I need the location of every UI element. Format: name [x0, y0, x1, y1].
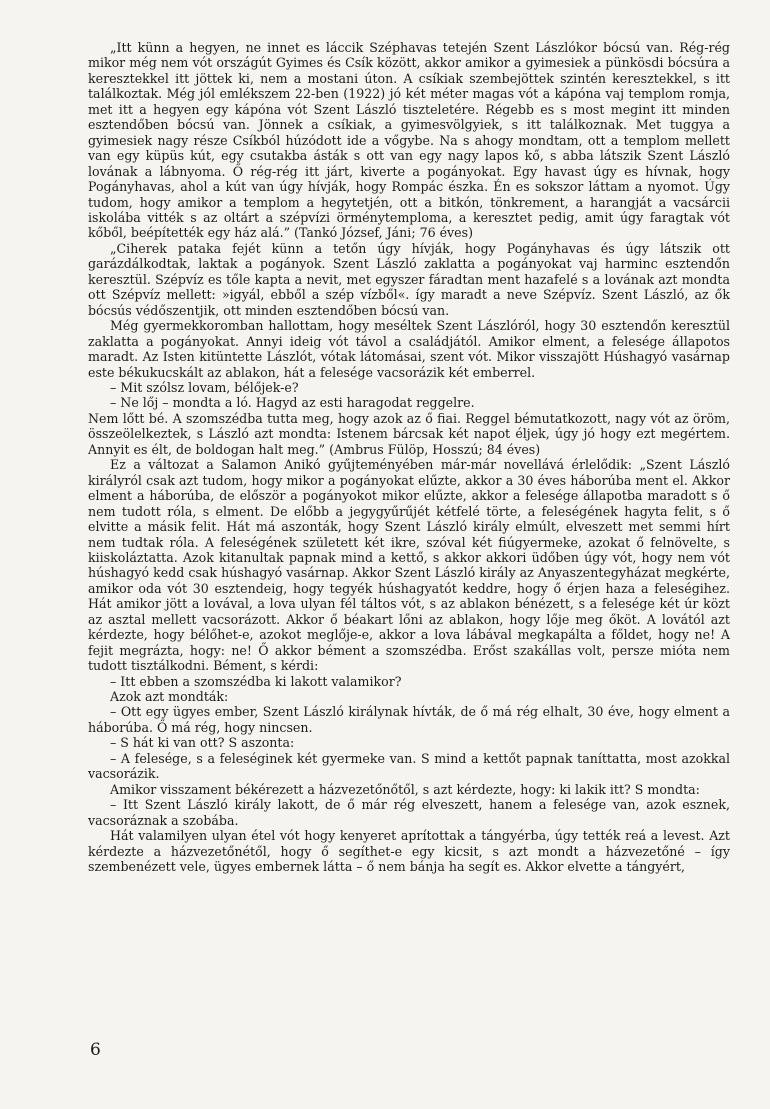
paragraph: – Mit szólsz lovam, bélőjek-e?	[110, 379, 299, 395]
paragraph: Nem lőtt bé. A szomszédba tutta meg, hogy azok az ő fiai. Reggel bémutatkozott, nagy vót az öröm, összeölelkeztek, s László azt mondta: Istenem bárcsak két napot éljek, úgy jó hogy ezt megértem. Annyit es élt, de boldogan halt meg.” (Ambrus Fülöp, Hosszú; 84 éves)	[88, 410, 730, 457]
paragraph: „Itt künn a hegyen, ne innet es láccik Széphavas tetején Szent Lászlókor bócsú van. Rég-rég mikor még nem vót országút Gyimes és Csík között, akkor amikor a gyimesiek a pünkösdi bócsúra a keresztekkel itt jöttek ki, nem a mostani úton. A csíkiak szembejöttek szintén keresztekkel, s itt találkoztak. Még jól emlékszem 22-ben (1922) jó két méter magas vót a kápóna vaj templom romja, met itt a hegyen egy kápóna vót Szent László tiszteletére. Régebb es s most megint itt minden esztendőben bócsú van. Jönnek a csíkiak, a gyimesvölgyiek, s itt találkoznak. Met tuggya a gyimesiek nagy része Csíkból húzódott ide a vőgybe. Na s ahogy mondtam, ott a templom mellett van egy küpüs kút, egy csutakba ásták s ott van egy nagy lapos kő, s abba látszik Szent László lovának a lábnyoma. Ő rég-rég itt járt, kiverte a pogányokat. Egy havast úgy es hívnak, hogy Pogányhavas, ahol a kút van úgy hívják, hogy Rompác észka. Én es sokszor láttam a nyomot. Úgy tudom, hogy amikor a templom a hegytetjén, ott a bitkón, tönkrement, a harangját a vacsárcii iskolába vitték s az oltárt a szépvízi örménytemploma, a keresztet pedig, amit úgy faragtak vót kőből, beépítették egy ház alá.” (Tankó József, Jáni; 76 éves)	[88, 40, 730, 241]
body-text	[88, 40, 730, 874]
paragraph: Hát valamilyen ulyan étel vót hogy kenyeret aprítottak a tángyérba, úgy tették reá a levest. Azt kérdezte a házvezetőnétől, hogy ő segíthet-e egy kicsit, s azt mondt a házvezetőné – így szembenézett vele, ügyes embernek látta – ő nem bánja ha segít es. Akkor elvette a tángyért,	[88, 828, 730, 875]
paragraph: – A felesége, s a feleséginek két gyermeke van. S mind a kettőt papnak taníttatta, most azokkal vacsorázik.	[88, 750, 730, 782]
paragraph: Még gyermekkoromban hallottam, hogy meséltek Szent Lászlóról, hogy 30 esztendőn keresztül zaklatta a pogányokat. Annyi ideig vót távol a családjától. Amikor elment, a felesége állapotos maradt. Az Isten kitüntette Lászlót, vótak látomásai, szent vót. Mikor visszajött Húshagyó vasárnap este békukucskált az ablakon, hát a felesége vacsorázik két emberrel.	[88, 318, 730, 380]
paragraph: Azok azt mondták:	[110, 689, 229, 705]
paragraph: „Ciherek pataka fejét künn a tetőn úgy hívják, hogy Pogányhavas és úgy látszik ott garázdálkodtak, laktak a pogányok. Szent László zaklatta a pogányokat vaj harminc esztendőn keresztül. Szépvíz es tőle kapta a nevit, met egyszer fáradtan ment hazafelé s a lovának azt mondta ott Szépvíz mellett: »igyál, ebből a szép vízből«. így maradt a neve Szépvíz. Szent László, az ők bócsús védőszentjik, ott minden esztendőben bócsú van.	[88, 240, 730, 318]
paragraph: – Ne lőj – mondta a ló. Hagyd az esti haragodat reggelre.	[110, 395, 475, 411]
paragraph: – S hát ki van ott? S aszonta:	[110, 735, 295, 751]
paragraph: – Ott egy ügyes ember, Szent László királynak hívták, de ő má rég elhalt, 30 éve, hogy elment a háborúba. Ő má rég, hogy nincsen.	[88, 704, 730, 735]
paragraph: Amikor visszament békérezett a házvezetőnőtől, s azt kérdezte, hogy: ki lakik itt? S mondta:	[110, 781, 700, 797]
page-number: 6	[90, 1040, 101, 1060]
paragraph: Ez a változat a Salamon Anikó gyűjteményében már-már novellává érlelődik: „Szent László királyról csak azt tudom, hogy mikor a pogányokat elűzte, akkor a 30 éves háborúba ment el. Akkor elment a háborúba, de először a pogányokot mikor elűzte, akkor a felesége állapotba maradott s ő nem tudott róla, s elment. De előbb a jegygyűrűjét kétfelé törte, a feleségének hagyta felit, s ő elvitte a másik felit. Hát má aszonták, hogy Szent László király elmúlt, elveszett met semmi hírt nem tudtak róla. A feleségének született két ikre, szóval két fiúgyermeke, azokat ő felnövelte, s kiiskoláztatta. Azok kitanultak papnak mind a kettő, s akkor akkori üdőben úgy vót, hogy nem vót húshagyó kedd csak húshagyó vasárnap. Akkor Szent László király az Anyaszentegyházat megkérte, amikor oda vót 30 esztendeig, hogy tegyék húshagyatót keddre, hogy ő érjen haza a feleségihez. Hát amikor jött a lovával, a lova ulyan fél táltos vót, s az ablakon bénézett, s a felesége két úr közt az asztal mellett vacsorázott. Akkor ő béakart lőni az ablakon, hogy lője meg őköt. A lovától azt kérdezte, hogy bélőhet-e, azokot meglője-e, akkor a lova lábával megkapálta a főldet, hogy ne! A fejit megrázta, hogy: ne! Ő akkor bément a szomszédba. Erőst szakállas volt, persze mióta nem tudott tisztálkodni. Bément, s kérdi:	[88, 457, 730, 674]
paragraph: – Itt ebben a szomszédba ki lakott valamikor?	[110, 673, 402, 689]
paragraph: – Itt Szent László király lakott, de ő már rég elveszett, hanem a felesége van, azok esznek, vacsoráznak a szobába.	[88, 797, 730, 828]
